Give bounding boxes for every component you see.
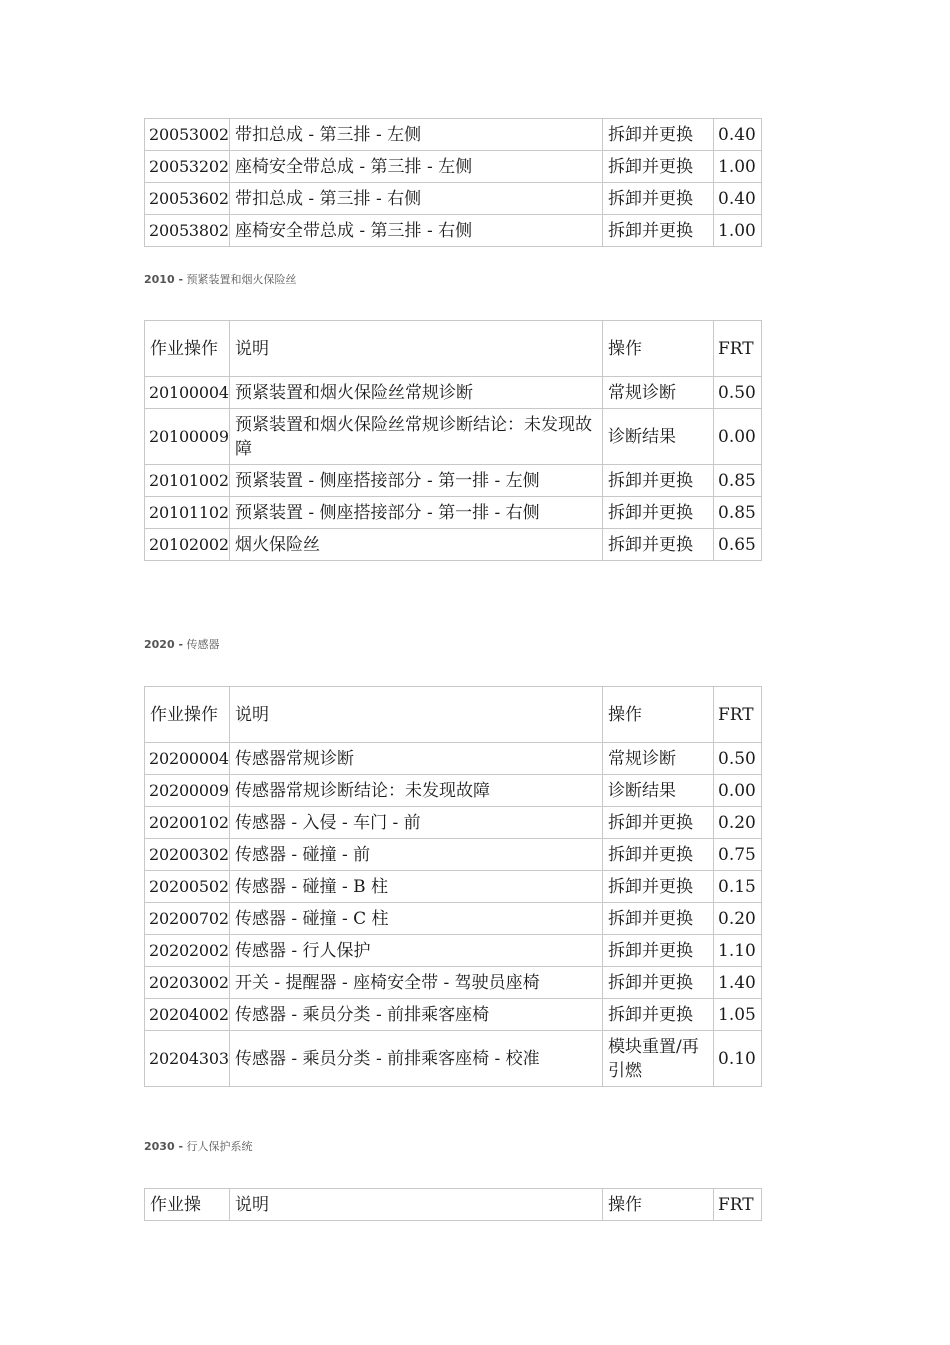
row-code: 20204002 — [145, 999, 230, 1031]
row-code: 20053802 — [145, 215, 230, 247]
row-description: 传感器 - 碰撞 - B 柱 — [230, 871, 603, 903]
row-description: 传感器 - 乘员分类 - 前排乘客座椅 — [230, 999, 603, 1031]
section-title: 预紧装置和烟火保险丝 — [186, 273, 297, 286]
row-frt: 0.85 — [714, 497, 762, 529]
table-row — [145, 807, 762, 839]
row-description: 座椅安全带总成 - 第三排 - 左侧 — [230, 151, 603, 183]
table-row — [145, 967, 762, 999]
row-description: 预紧装置和烟火保险丝常规诊断结论：未发现故障 — [230, 409, 603, 465]
pretensioner-table — [144, 320, 762, 561]
row-operation: 拆卸并更换 — [603, 871, 714, 903]
header-operation: 操作 — [603, 1189, 714, 1221]
row-code: 20203002 — [145, 967, 230, 999]
row-frt: 1.00 — [714, 215, 762, 247]
table-row — [145, 871, 762, 903]
row-description: 传感器 - 乘员分类 - 前排乘客座椅 - 校准 — [230, 1031, 603, 1087]
header-code: 作业操 — [145, 1189, 230, 1221]
row-code: 20101002 — [145, 465, 230, 497]
row-code: 20200102 — [145, 807, 230, 839]
row-description: 座椅安全带总成 - 第三排 - 右侧 — [230, 215, 603, 247]
section-number: 2030 - — [144, 1140, 184, 1153]
row-frt: 0.20 — [714, 903, 762, 935]
table-row — [145, 999, 762, 1031]
pedestrian-protection-table — [144, 1188, 762, 1221]
row-code: 20053002 — [145, 119, 230, 151]
row-description: 传感器常规诊断结论：未发现故障 — [230, 775, 603, 807]
table-header-row — [145, 687, 762, 743]
row-code: 20053602 — [145, 183, 230, 215]
table-row — [145, 215, 762, 247]
row-operation: 拆卸并更换 — [603, 967, 714, 999]
section-heading-2030 — [144, 1140, 253, 1154]
table-row — [145, 903, 762, 935]
table-row — [145, 465, 762, 497]
row-description: 带扣总成 - 第三排 - 左侧 — [230, 119, 603, 151]
row-code: 20100009 — [145, 409, 230, 465]
header-frt: FRT — [714, 321, 762, 377]
table-row — [145, 119, 762, 151]
row-description: 预紧装置和烟火保险丝常规诊断 — [230, 377, 603, 409]
row-code: 20100004 — [145, 377, 230, 409]
row-frt: 0.65 — [714, 529, 762, 561]
row-operation: 常规诊断 — [603, 743, 714, 775]
row-frt: 0.15 — [714, 871, 762, 903]
row-frt: 0.00 — [714, 775, 762, 807]
section-heading-2010 — [144, 273, 297, 287]
section-title: 传感器 — [186, 638, 220, 651]
table-row — [145, 409, 762, 465]
row-code: 20202002 — [145, 935, 230, 967]
table-header-row — [145, 321, 762, 377]
row-operation: 拆卸并更换 — [603, 935, 714, 967]
row-description: 传感器 - 入侵 - 车门 - 前 — [230, 807, 603, 839]
table-row — [145, 377, 762, 409]
row-frt: 0.10 — [714, 1031, 762, 1087]
row-description: 预紧装置 - 侧座搭接部分 - 第一排 - 右侧 — [230, 497, 603, 529]
header-description: 说明 — [230, 321, 603, 377]
sensor-table — [144, 686, 762, 1087]
row-frt: 1.00 — [714, 151, 762, 183]
row-operation: 拆卸并更换 — [603, 529, 714, 561]
row-code: 20204303 — [145, 1031, 230, 1087]
row-frt: 0.40 — [714, 119, 762, 151]
table-row — [145, 775, 762, 807]
section-title: 行人保护系统 — [186, 1140, 253, 1153]
row-code: 20200302 — [145, 839, 230, 871]
table-row — [145, 151, 762, 183]
row-operation: 拆卸并更换 — [603, 807, 714, 839]
table-header-row — [145, 1189, 762, 1221]
row-description: 传感器 - 碰撞 - 前 — [230, 839, 603, 871]
table-row — [145, 839, 762, 871]
header-operation: 操作 — [603, 321, 714, 377]
row-frt: 0.40 — [714, 183, 762, 215]
row-frt: 0.75 — [714, 839, 762, 871]
row-description: 传感器 - 行人保护 — [230, 935, 603, 967]
row-code: 20200009 — [145, 775, 230, 807]
row-operation: 拆卸并更换 — [603, 119, 714, 151]
row-code: 20200004 — [145, 743, 230, 775]
row-description: 预紧装置 - 侧座搭接部分 - 第一排 - 左侧 — [230, 465, 603, 497]
table-row — [145, 529, 762, 561]
header-code: 作业操作 — [145, 687, 230, 743]
row-frt: 0.50 — [714, 743, 762, 775]
row-frt: 1.40 — [714, 967, 762, 999]
header-description: 说明 — [230, 1189, 603, 1221]
row-code: 20053202 — [145, 151, 230, 183]
row-operation: 拆卸并更换 — [603, 465, 714, 497]
row-frt: 0.00 — [714, 409, 762, 465]
table-row — [145, 1031, 762, 1087]
row-operation: 常规诊断 — [603, 377, 714, 409]
row-code: 20102002 — [145, 529, 230, 561]
row-frt: 0.50 — [714, 377, 762, 409]
table-row — [145, 183, 762, 215]
row-operation: 拆卸并更换 — [603, 999, 714, 1031]
header-frt: FRT — [714, 1189, 762, 1221]
header-operation: 操作 — [603, 687, 714, 743]
row-operation: 模块重置/再引燃 — [603, 1031, 714, 1087]
row-frt: 1.05 — [714, 999, 762, 1031]
table-row — [145, 935, 762, 967]
row-code: 20200702 — [145, 903, 230, 935]
row-operation: 拆卸并更换 — [603, 839, 714, 871]
row-operation: 拆卸并更换 — [603, 497, 714, 529]
header-frt: FRT — [714, 687, 762, 743]
table-row — [145, 497, 762, 529]
row-code: 20200502 — [145, 871, 230, 903]
row-operation: 拆卸并更换 — [603, 903, 714, 935]
row-frt: 1.10 — [714, 935, 762, 967]
row-code: 20101102 — [145, 497, 230, 529]
header-code: 作业操作 — [145, 321, 230, 377]
row-frt: 0.85 — [714, 465, 762, 497]
row-operation: 拆卸并更换 — [603, 151, 714, 183]
row-description: 带扣总成 - 第三排 - 右侧 — [230, 183, 603, 215]
row-description: 开关 - 提醒器 - 座椅安全带 - 驾驶员座椅 — [230, 967, 603, 999]
section-number: 2010 - — [144, 273, 184, 286]
section-heading-2020 — [144, 638, 220, 652]
row-operation: 诊断结果 — [603, 775, 714, 807]
row-frt: 0.20 — [714, 807, 762, 839]
row-description: 传感器 - 碰撞 - C 柱 — [230, 903, 603, 935]
row-operation: 拆卸并更换 — [603, 215, 714, 247]
section-number: 2020 - — [144, 638, 184, 651]
row-operation: 诊断结果 — [603, 409, 714, 465]
header-description: 说明 — [230, 687, 603, 743]
table-row — [145, 743, 762, 775]
seatbelt-table — [144, 118, 762, 247]
row-description: 烟火保险丝 — [230, 529, 603, 561]
row-operation: 拆卸并更换 — [603, 183, 714, 215]
row-description: 传感器常规诊断 — [230, 743, 603, 775]
